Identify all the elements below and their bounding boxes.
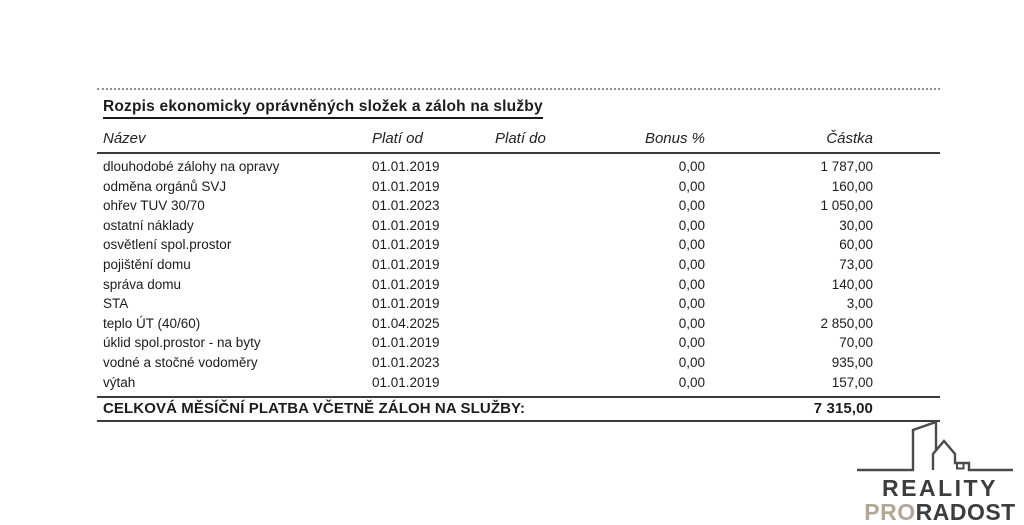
table-row	[97, 157, 940, 177]
row-bonus: 0,00	[678, 217, 705, 233]
row-amount: 30,00	[839, 217, 873, 233]
row-bonus: 0,00	[678, 198, 705, 214]
table-row	[97, 275, 940, 295]
column-header-amount: Částka	[826, 130, 873, 147]
logo-text-radost: RADOST	[915, 499, 1016, 525]
row-amount: 1 050,00	[820, 198, 873, 214]
row-valid-to	[495, 177, 605, 197]
table-row	[97, 255, 940, 275]
column-header-valid-from: Platí od	[372, 130, 423, 147]
logo-text-reality: REALITY	[882, 475, 998, 501]
row-valid-to	[495, 255, 605, 275]
table-row	[97, 196, 940, 216]
total-row	[97, 398, 940, 420]
column-header-bonus: Bonus %	[644, 130, 705, 147]
row-bonus: 0,00	[678, 159, 705, 174]
table-header-row	[97, 130, 940, 148]
row-valid-from: 01.01.2023	[372, 354, 440, 370]
row-valid-from: 01.01.2019	[372, 374, 440, 390]
row-valid-to	[495, 235, 605, 255]
table-row	[97, 177, 940, 197]
row-name: STA	[103, 296, 129, 312]
table-row	[97, 314, 940, 334]
row-name: výtah	[103, 374, 136, 390]
row-amount: 2 850,00	[820, 315, 873, 331]
total-amount: 7 315,00	[813, 400, 873, 418]
table-row	[97, 353, 940, 373]
row-bonus: 0,00	[678, 237, 705, 253]
row-valid-from: 01.01.2019	[372, 256, 440, 272]
table-row	[97, 294, 940, 314]
total-label: CELKOVÁ MĚSÍČNÍ PLATBA VČETNĚ ZÁLOH NA SLUŽBY:	[103, 400, 526, 418]
statement-content	[97, 0, 940, 422]
row-bonus: 0,00	[678, 178, 705, 194]
row-name: správa domu	[103, 276, 182, 292]
row-valid-to	[495, 314, 605, 334]
total-rule-bottom	[97, 420, 940, 422]
row-bonus: 0,00	[678, 256, 705, 272]
row-valid-from: 01.01.2019	[372, 217, 440, 233]
row-valid-to	[495, 373, 605, 393]
row-name: pojištění domu	[103, 256, 191, 272]
table-row	[97, 216, 940, 236]
row-bonus: 0,00	[678, 335, 705, 351]
row-valid-to	[495, 294, 605, 314]
reality-proradost-logo	[856, 420, 1024, 524]
row-bonus: 0,00	[678, 315, 705, 331]
row-amount: 140,00	[831, 276, 873, 292]
row-name: ohřev TUV 30/70	[103, 198, 205, 214]
row-name: vodné a stočné vodoměry	[103, 354, 258, 370]
row-valid-from: 01.01.2019	[372, 237, 440, 253]
row-valid-to	[495, 275, 605, 295]
row-valid-from: 01.04.2025	[372, 315, 440, 331]
page-title: Rozpis ekonomicky oprávněných složek a záloh na služby	[103, 98, 543, 119]
row-bonus: 0,00	[678, 374, 705, 390]
header-rule	[97, 152, 940, 154]
row-valid-to	[495, 353, 605, 373]
table-row	[97, 333, 940, 353]
row-name: dlouhodobé zálohy na opravy	[103, 159, 280, 174]
row-amount: 3,00	[846, 296, 873, 312]
row-bonus: 0,00	[678, 276, 705, 292]
row-amount: 73,00	[839, 256, 873, 272]
row-valid-from: 01.01.2019	[372, 276, 440, 292]
row-bonus: 0,00	[678, 354, 705, 370]
row-valid-from: 01.01.2023	[372, 198, 440, 214]
row-name: odměna orgánů SVJ	[103, 178, 227, 194]
row-amount: 1 787,00	[820, 159, 873, 174]
logo-text-proradost	[856, 500, 1024, 524]
table-body	[97, 157, 940, 392]
row-amount: 157,00	[831, 374, 873, 390]
column-header-valid-to: Platí do	[495, 130, 546, 147]
row-name: ostatní náklady	[103, 217, 194, 233]
row-bonus: 0,00	[678, 296, 705, 312]
row-valid-to	[495, 157, 605, 177]
column-header-name: Název	[103, 130, 146, 147]
row-valid-to	[495, 216, 605, 236]
row-name: teplo ÚT (40/60)	[103, 315, 201, 331]
row-valid-from: 01.01.2019	[372, 178, 440, 194]
buildings-skyline-icon	[856, 420, 1024, 472]
row-valid-to	[495, 196, 605, 216]
row-amount: 935,00	[831, 354, 873, 370]
row-name: osvětlení spol.prostor	[103, 237, 232, 253]
table-row	[97, 235, 940, 255]
row-amount: 70,00	[839, 335, 873, 351]
logo-text-pro: PRO	[864, 499, 916, 525]
row-amount: 160,00	[831, 178, 873, 194]
row-amount: 60,00	[839, 237, 873, 253]
row-valid-from: 01.01.2019	[372, 159, 440, 174]
row-valid-from: 01.01.2019	[372, 335, 440, 351]
row-valid-from: 01.01.2019	[372, 296, 440, 312]
row-valid-to	[495, 333, 605, 353]
table-row	[97, 373, 940, 393]
row-name: úklid spol.prostor - na byty	[103, 335, 261, 351]
